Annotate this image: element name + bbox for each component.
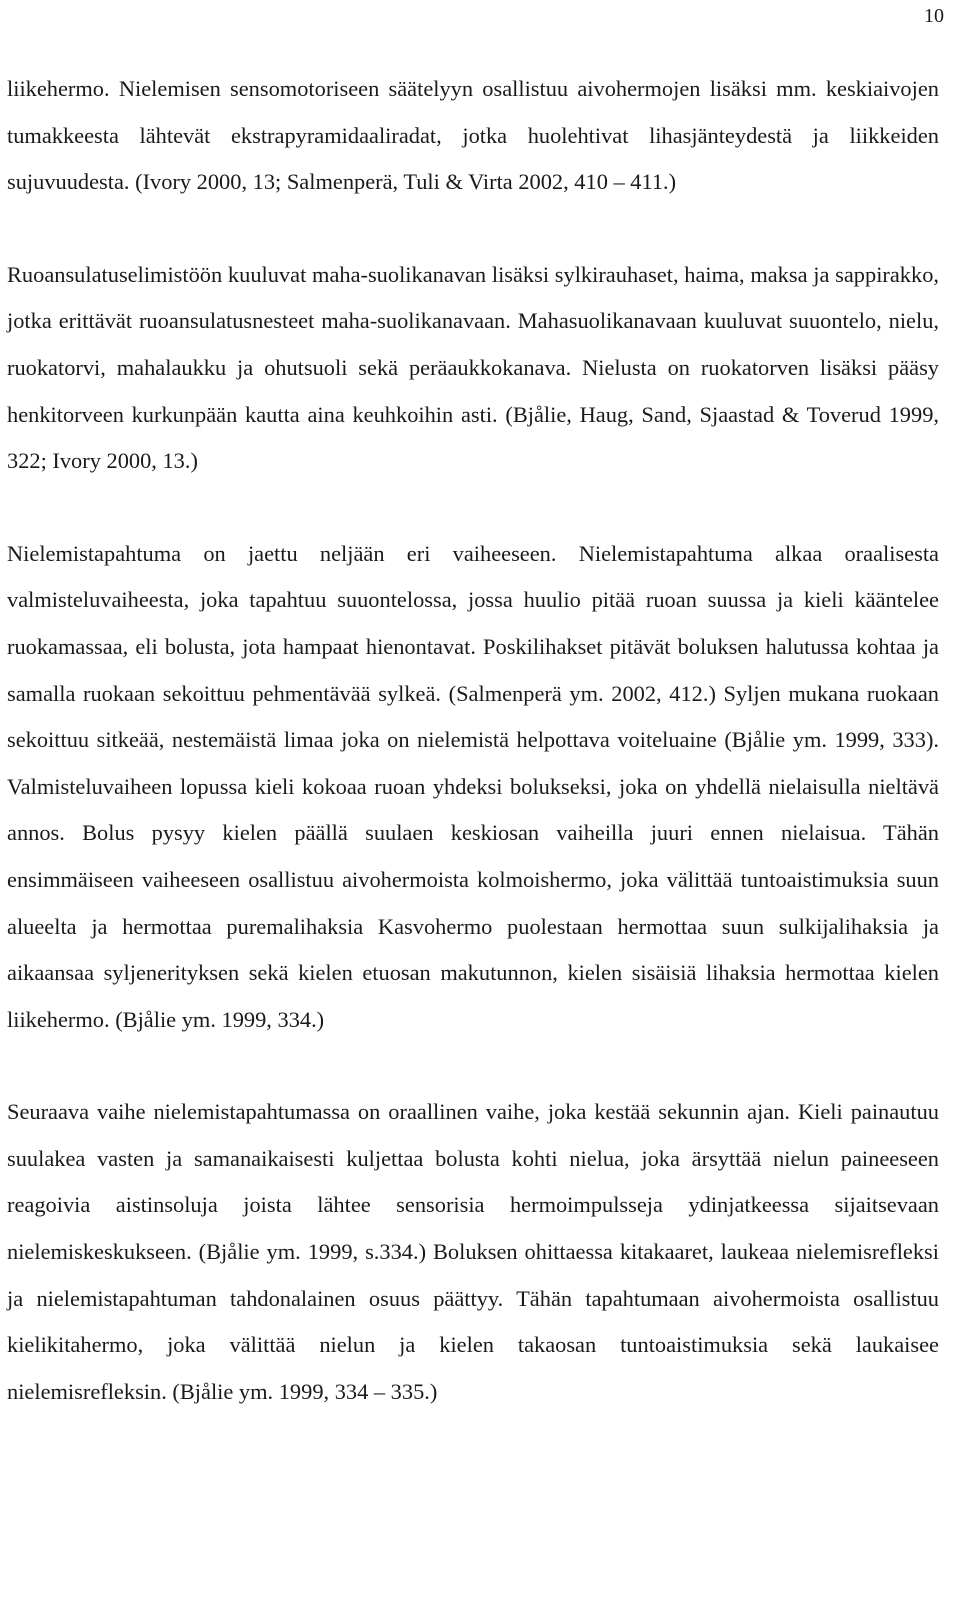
paragraph-spacer [7, 1043, 939, 1089]
paragraph-spacer [7, 206, 939, 252]
paragraph-oral-phase: Seuraava vaihe nielemistapahtumassa on oraallinen vaihe, joka kestää sekunnin ajan. Kieli painautuu suulakea vasten ja samanaikaisesti kuljettaa bolusta kohti nielua, joka ärsyttää nielun paineeseen reagoivia aistinsoluja joista lähtee sensorisia hermoimpulsseja ydinjatkeessa sijaitsevaan nielemiskeskukseen. (Bjålie ym. 1999, s.334.) Boluksen ohittaessa kitakaaret, laukeaa nielemisrefleksi ja nielemistapahtuman tahdonalainen osuus päättyy. Tähän tapahtumaan aivohermoista osallistuu kielikitahermo, joka välittää nielun ja kielen takaosan tuntoaistimuksia sekä laukaisee nielemisrefleksin. (Bjålie ym. 1999, 334 – 335.) [7, 1099, 939, 1404]
document-body [7, 66, 939, 1415]
paragraph-digestive-system: Ruoansulatuselimistöön kuuluvat maha-suolikanavan lisäksi sylkirauhaset, haima, maksa ja sappirakko, jotka erittävät ruoansulatusnesteet maha-suolikanavaan. Mahasuolikanavaan kuuluvat suuontelo, nielu, ruokatorvi, mahalaukku ja ohutsuoli sekä peräaukkokanava. Nielusta on ruokatorven lisäksi pääsy henkitorveen kurkunpään kautta aina keuhkoihin asti. (Bjålie, Haug, Sand, Sjaastad & Toverud 1999, 322; Ivory 2000, 13.) [7, 261, 939, 474]
page-number: 10 [924, 5, 944, 27]
paragraph-spacer [7, 485, 939, 531]
paragraph-sensorimotor-regulation: liikehermo. Nielemisen sensomotoriseen säätelyyn osallistuu aivohermojen lisäksi mm. keskiaivojen tumakkeesta lähtevät ekstrapyramidaaliradat, jotka huolehtivat lihasjänteydestä ja liikkeiden sujuvuudesta. (Ivory 2000, 13; Salmenperä, Tuli & Virta 2002, 410 – 411.) [7, 76, 939, 195]
paragraph-oral-preparatory-phase: Nielemistapahtuma on jaettu neljään eri vaiheeseen. Nielemistapahtuma alkaa oraalisesta valmisteluvaiheesta, joka tapahtuu suuontelossa, jossa huulio pitää ruoan suussa ja kieli kääntelee ruokamassaa, eli bolusta, jota hampaat hienontavat. Poskilihakset pitävät boluksen halutussa kohtaa ja samalla ruokaan sekoittuu pehmentävää sylkeä. (Salmenperä ym. 2002, 412.) Syljen mukana ruokaan sekoittuu sitkeää, nestemäistä limaa joka on nielemistä helpottava voiteluaine (Bjålie ym. 1999, 333). Valmisteluvaiheen lopussa kieli kokoaa ruoan yhdeksi bolukseksi, joka on yhdellä nielaisulla nieltävä annos. Bolus pysyy kielen päällä suulaen keskiosan vaiheilla juuri ennen nielaisua. Tähän ensimmäiseen vaiheeseen osallistuu aivohermoista kolmoishermo, joka välittää tuntoaistimuksia suun alueelta ja hermottaa puremalihaksia Kasvohermo puolestaan hermottaa suun sulkijalihaksia ja aikaansaa syljenerityksen sekä kielen etuosan makutunnon, kielen sisäisiä lihaksia hermottaa kielen liikehermo. (Bjålie ym. 1999, 334.) [7, 540, 939, 1032]
